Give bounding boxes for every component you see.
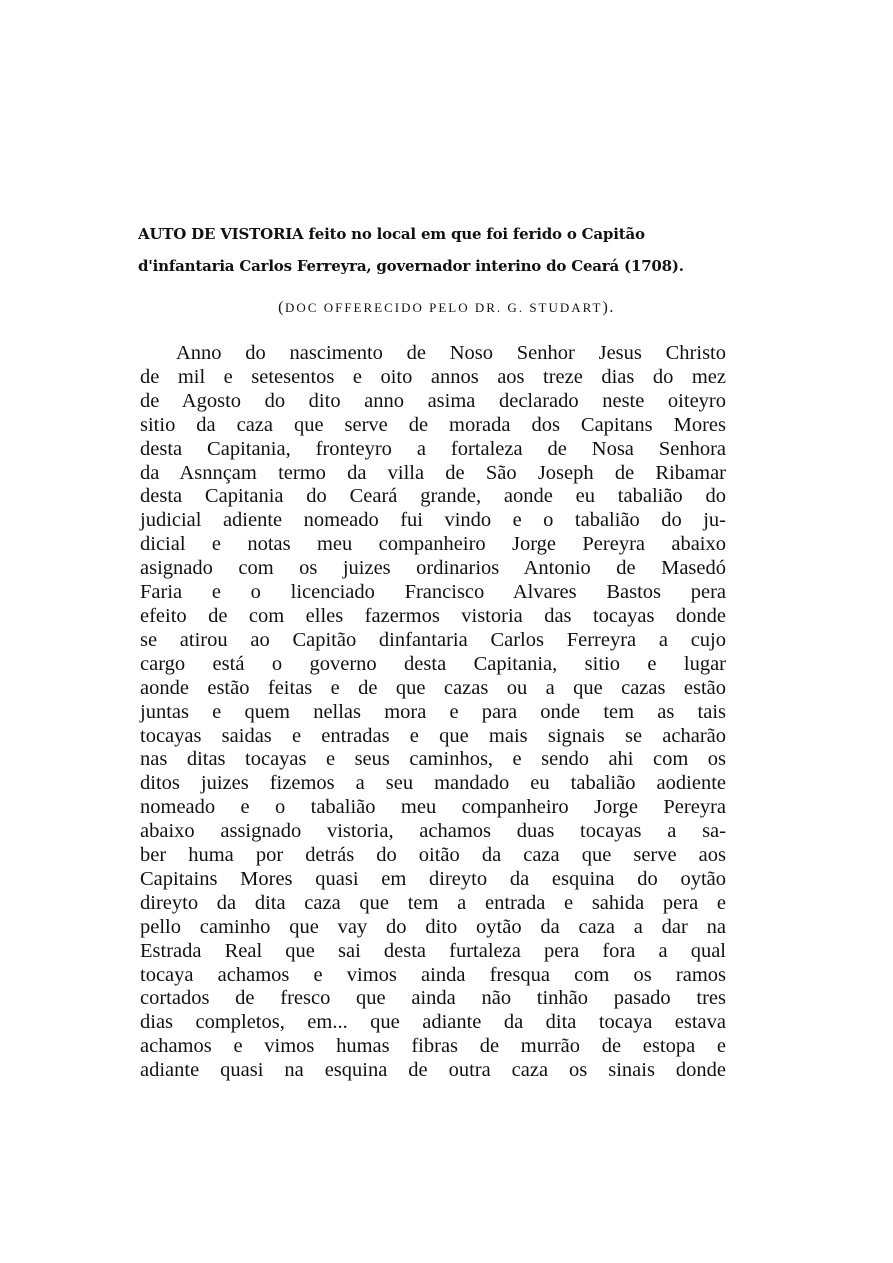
body-line: ditos juizes fizemos a seu mandado eu tabalião aodiente	[140, 772, 726, 795]
source-note-text: DOC OFFERECIDO PELO DR. G. STUDART	[285, 300, 603, 315]
body-line: tocaya achamos e vimos ainda fresqua com os ramos	[140, 963, 726, 986]
body-line: dias completos, em... que adiante da dita tocaya estava	[140, 1011, 726, 1034]
heading-line-2: d'infantaria Carlos Ferreyra, governador interino do Ceará (1708).	[138, 257, 684, 275]
body-line: se atirou ao Capitão dinfantaria Carlos Ferreyra a cujo	[140, 628, 726, 651]
body-line: cortados de fresco que ainda não tinhão pasado tres	[140, 987, 726, 1010]
body-line: desta Capitania, fronteyro a fortaleza de Nosa Senhora	[140, 437, 726, 460]
body-line: asignado com os juizes ordinarios Antonio de Masedó	[140, 557, 726, 580]
body-text	[140, 342, 726, 1083]
body-line: tocayas saidas e entradas e que mais signais se acharão	[140, 724, 726, 747]
body-line: pello caminho que vay do dito oytão da caza a dar na	[140, 915, 726, 938]
body-line: ber huma por detrás do oitão da caza que serve aos	[140, 844, 726, 867]
body-line: Capitains Mores quasi em direyto da esquina do oytão	[140, 867, 726, 890]
body-line: achamos e vimos humas fibras de murrão de estopa e	[140, 1035, 726, 1058]
document-heading	[138, 218, 732, 282]
source-note	[0, 296, 893, 320]
body-line: judicial adiente nomeado fui vindo e o tabalião do ju-	[140, 509, 726, 532]
source-note-close-paren: ).	[602, 299, 615, 316]
heading-line-1: AUTO DE VISTORIA feito no local em que foi ferido o Capitão	[138, 225, 645, 243]
body-line: nas ditas tocayas e seus caminhos, e sendo ahi com os	[140, 748, 726, 771]
body-line: da Asnnçam termo da villa de São Joseph de Ribamar	[140, 461, 726, 484]
body-line: de Agosto do dito anno asima declarado neste oiteyro	[140, 389, 726, 412]
body-line: sitio da caza que serve de morada dos Capitans Mores	[140, 413, 726, 436]
body-line: aonde estão feitas e de que cazas ou a que cazas estão	[140, 676, 726, 699]
body-line: abaixo assignado vistoria, achamos duas tocayas a sa-	[140, 820, 726, 843]
body-line: Estrada Real que sai desta furtaleza pera fora a qual	[140, 939, 726, 962]
body-line: adiante quasi na esquina de outra caza os sinais donde	[140, 1059, 726, 1082]
body-line: juntas e quem nellas mora e para onde tem as tais	[140, 700, 726, 723]
body-line: direyto da dita caza que tem a entrada e sahida pera e	[140, 891, 726, 914]
body-line: Faria e o licenciado Francisco Alvares Bastos pera	[140, 581, 726, 604]
body-line: nomeado e o tabalião meu companheiro Jorge Pereyra	[140, 796, 726, 819]
body-line: de mil e setesentos e oito annos aos treze dias do mez	[140, 365, 726, 388]
source-note-open-paren: (	[278, 299, 285, 316]
body-line: cargo está o governo desta Capitania, sitio e lugar	[140, 652, 726, 675]
body-line: efeito de com elles fazermos vistoria das tocayas donde	[140, 604, 726, 627]
body-line: Anno do nascimento de Noso Senhor Jesus Christo	[176, 342, 726, 364]
body-line: desta Capitania do Ceará grande, aonde eu tabalião do	[140, 485, 726, 508]
body-line: dicial e notas meu companheiro Jorge Pereyra abaixo	[140, 533, 726, 556]
